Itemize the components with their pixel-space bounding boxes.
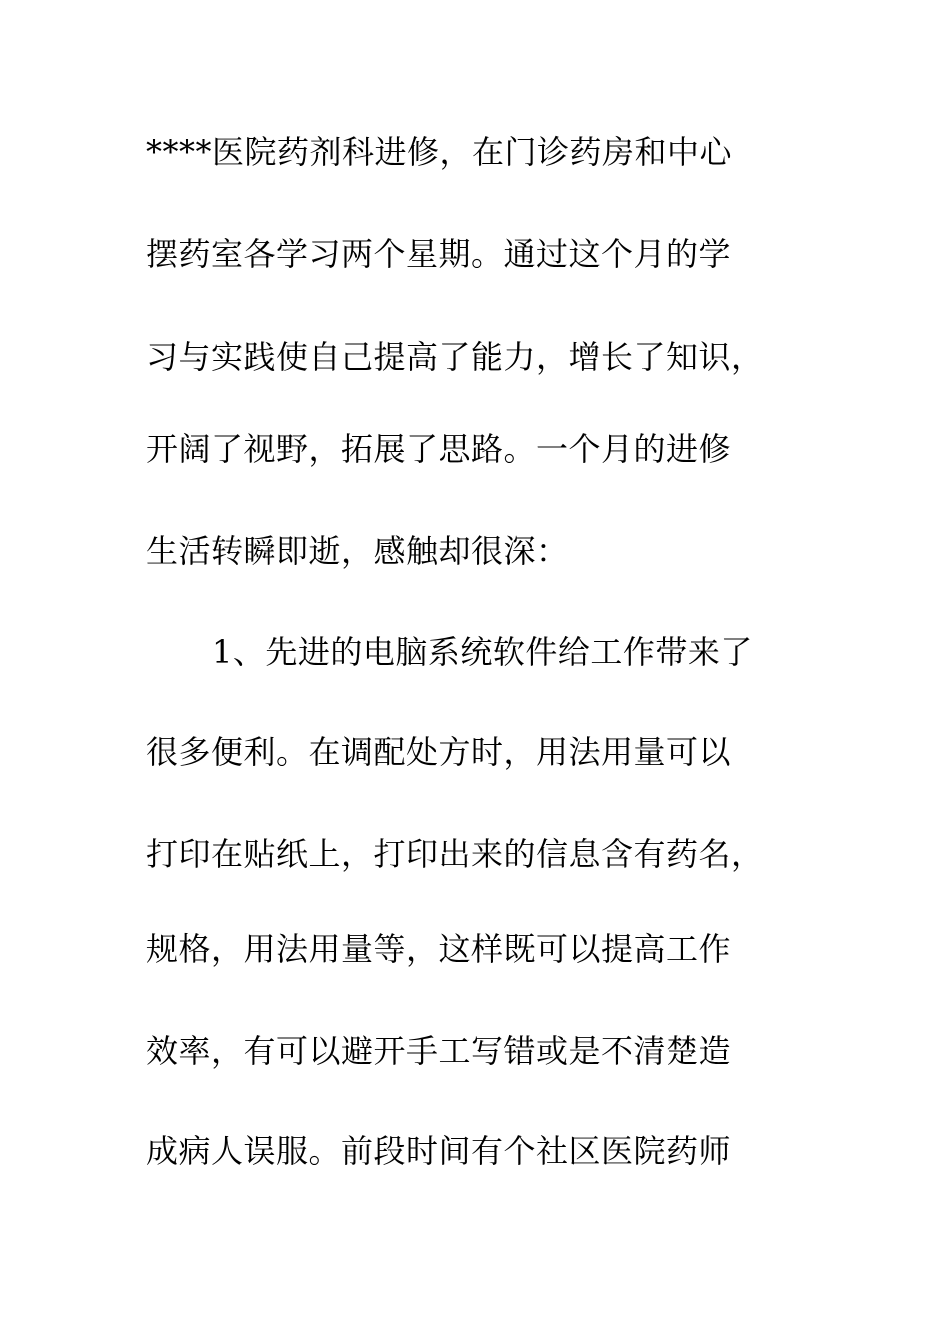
text-line-3: 习与实践使自己提高了能力，增长了知识， <box>146 338 764 376</box>
text-line-9: 规格，用法用量等，这样既可以提高工作 <box>146 930 732 968</box>
text-line-5: 生活转瞬即逝，感触却很深： <box>146 532 569 570</box>
text-line-4: 开阔了视野，拓展了思路。一个月的进修 <box>146 430 732 468</box>
text-line-8: 打印在贴纸上，打印出来的信息含有药名， <box>146 835 764 873</box>
text-line-11: 成病人误服。前段时间有个社区医院药师 <box>146 1132 732 1170</box>
text-line-7: 很多便利。在调配处方时，用法用量可以 <box>146 733 732 771</box>
text-line-2: 摆药室各学习两个星期。通过这个月的学 <box>146 235 732 273</box>
text-line-10: 效率，有可以避开手工写错或是不清楚造 <box>146 1032 732 1070</box>
text-line-6: 1、先进的电脑系统软件给工作带来了 <box>212 633 753 671</box>
text-line-1: ****医院药剂科进修，在门诊药房和中心 <box>146 133 733 171</box>
